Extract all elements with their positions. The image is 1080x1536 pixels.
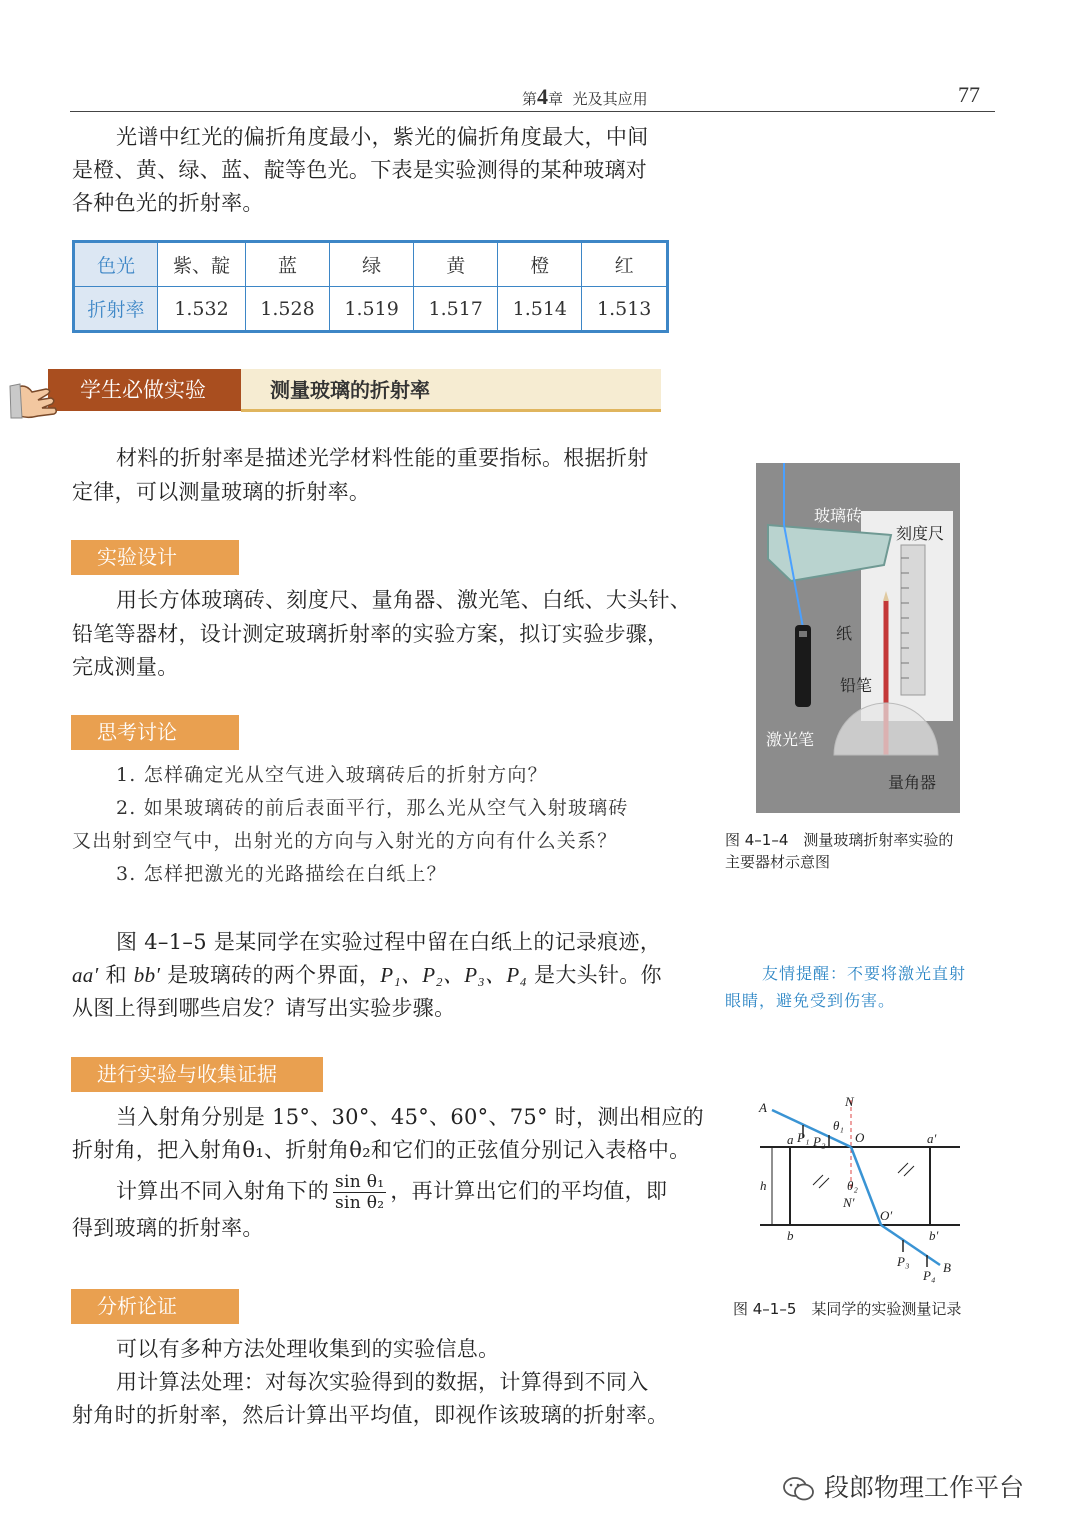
question-2b: 又出射到空气中，出射光的方向与入射光的方向有什么关系？ [72,830,618,852]
intro-line-2: 是橙、黄、绿、蓝、靛等色光。下表是实验测得的某种玻璃对 [72,158,648,182]
table-header-color: 色光 [74,242,158,287]
question-3: 3. 怎样把激光的光路描绘在白纸上？ [116,863,447,885]
material-line-1: 材料的折射率是描述光学材料性能的重要指标。根据折射 [116,446,649,470]
laser-pen [795,625,811,707]
exp-line-2: 折射角，把入射角θ₁、折射角θ₂和它们的正弦值分别记入表格中。 [72,1138,691,1162]
refraction-diagram [755,1090,970,1285]
table-cell: 紫、靛 [158,242,246,287]
label-a: a [787,1132,794,1147]
analysis-line-2: 用计算法处理：对每次实验得到的数据，计算得到不同入 [116,1370,649,1394]
label-A: A [759,1100,767,1115]
material-line-2: 定律，可以测量玻璃的折射率。 [72,480,371,504]
section-design: 实验设计 [71,540,239,575]
label-theta2: θ₂ [847,1178,858,1193]
design-line-3: 完成测量。 [72,655,179,679]
header-divider [70,111,995,112]
label-ruler: 刻度尺 [896,524,945,543]
label-a-prime: a′ [927,1131,937,1146]
table-cell: 1.513 [582,287,668,332]
design-line-2: 铅笔等器材，设计测定玻璃折射率的实验方案，拟订实验步骤， [72,622,669,646]
label-P2: P₂ [813,1134,826,1149]
label-paper: 纸 [836,624,853,643]
table-cell: 1.514 [498,287,582,332]
fig5-para-line-2: aa′ 和 bb′ 是玻璃砖的两个界面，P₁、P₂、P₃、P₄ 是大头针。你 [72,963,662,987]
equipment-photo [756,463,960,813]
table-cell: 红 [582,242,668,287]
table-cell: 1.532 [158,287,246,332]
refractive-index-table [72,240,669,333]
fig4-caption-line-2: 主要器材示意图 [725,853,831,871]
label-N-prime: N′ [843,1195,855,1210]
pointing-hand-icon [8,378,60,422]
table-cell: 黄 [414,242,498,287]
label-P1: P₁ [797,1130,810,1145]
question-1: 1. 怎样确定光从空气进入玻璃砖后的折射方向？ [116,764,548,786]
watermark-text: 段郎物理工作平台 [823,1473,1024,1502]
analysis-line-3: 射角时的折射率，然后计算出平均值，即视作该玻璃的折射率。 [72,1403,669,1427]
table-row [74,242,668,287]
label-theta1: θ₁ [833,1118,844,1133]
section-analysis: 分析论证 [71,1289,239,1324]
banner-underline [241,409,661,412]
label-h: h [760,1178,767,1193]
fig4-caption-line-1: 图 4–1–4 测量玻璃折射率实验的 [725,831,954,849]
exp-line-4: 得到玻璃的折射率。 [72,1216,264,1240]
page-number: 77 [958,82,980,107]
label-laser: 激光笔 [766,730,815,749]
table-cell: 1.519 [330,287,414,332]
section-discussion: 思考讨论 [71,715,239,750]
intro-line-3: 各种色光的折射率。 [72,191,264,215]
label-B: B [943,1260,951,1275]
design-line-1: 用长方体玻璃砖、刻度尺、量角器、激光笔、白纸、大头针、 [116,588,692,612]
safety-tip-line-2: 眼睛，避免受到伤害。 [725,991,896,1010]
label-O-prime: O′ [880,1208,893,1223]
chapter-title: 光及其应用 [572,90,648,108]
table-cell: 1.528 [245,287,329,332]
label-P4: P₄ [923,1268,936,1283]
exp-line-1: 当入射角分别是 15°、30°、45°、60°、75° 时，测出相应的 [116,1105,704,1129]
table-cell: 蓝 [245,242,329,287]
section-experiment: 进行实验与收集证据 [71,1057,323,1092]
analysis-line-1: 可以有多种方法处理收集到的实验信息。 [116,1337,500,1361]
fig5-caption: 图 4–1–5 某同学的实验测量记录 [733,1300,962,1318]
exp-line-3: 计算出不同入射角下的 $\frac{\text{sin θ₁}}{\text{sin θ₂}}$ ，再计算出它们的平均值，即 [116,1172,668,1213]
label-pencil: 铅笔 [840,676,873,695]
table-cell: 绿 [330,242,414,287]
intro-line-1: 光谱中红光的偏折角度最小，紫光的偏折角度最大，中间 [116,125,649,149]
table-cell: 1.517 [414,287,498,332]
table-cell: 橙 [498,242,582,287]
chapter-header: 第4章 光及其应用 [522,84,648,109]
fig5-para-line-1: 图 4–1–5 是某同学在实验过程中留在白纸上的记录痕迹， [116,930,662,954]
table-row [74,287,668,332]
table-header-index: 折射率 [74,287,158,332]
label-glass: 玻璃砖 [814,506,863,525]
safety-tip-line-1: 友情提醒：不要将激光直射 [762,964,967,983]
banner-title: 测量玻璃的折射率 [270,378,430,402]
fig5-para-line-3: 从图上得到哪些启发？请写出实验步骤。 [72,996,456,1020]
label-N: N [845,1094,854,1109]
question-2a: 2. 如果玻璃砖的前后表面平行，那么光从空气入射玻璃砖 [116,797,629,819]
label-O: O [855,1130,865,1145]
ruler [901,545,925,695]
wechat-icon [782,1475,816,1503]
label-P3: P₃ [897,1254,910,1269]
sine-ratio-fraction: $\frac{\text{sin θ₁}}{\text{sin θ₂}}$ [335,1172,385,1213]
label-b: b [787,1228,794,1243]
watermark [782,1468,1024,1504]
banner-tag: 学生必做实验 [48,369,241,411]
label-protractor: 量角器 [888,773,937,792]
label-b-prime: b′ [929,1228,939,1243]
